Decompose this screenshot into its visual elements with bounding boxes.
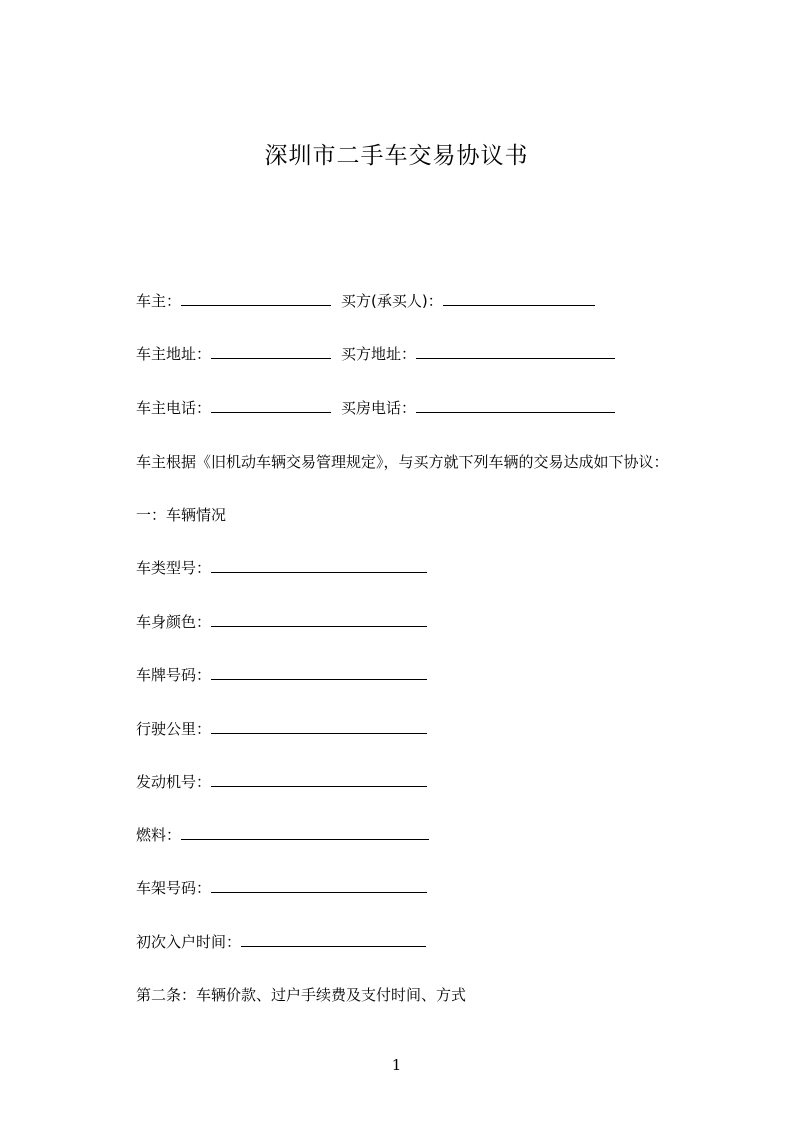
phone-row bbox=[136, 397, 615, 419]
vehicle-field-row bbox=[136, 877, 427, 899]
intro-paragraph: 车主根据《旧机动车辆交易管理规定》，与买方就下列车辆的交易达成如下协议： bbox=[136, 453, 669, 471]
owner-address-label: 车主地址： bbox=[136, 345, 212, 363]
buyer-address-label: 买方地址： bbox=[341, 345, 417, 363]
owner-label: 车主： bbox=[136, 292, 182, 310]
owner-blank bbox=[181, 290, 331, 306]
vehicle-field-blank bbox=[211, 877, 427, 893]
vehicle-field-label: 行驶公里： bbox=[136, 720, 212, 738]
buyer-phone-label: 买房电话： bbox=[341, 399, 417, 417]
document-title: 深圳市二手车交易协议书 bbox=[264, 143, 529, 169]
vehicle-field-row bbox=[136, 718, 427, 740]
section2-heading: 第二条：车辆价款、过户手续费及支付时间、方式 bbox=[136, 986, 467, 1004]
owner-row bbox=[136, 290, 595, 312]
vehicle-field-label: 车类型号： bbox=[136, 559, 212, 577]
vehicle-field-label: 初次入户时间： bbox=[136, 933, 242, 951]
vehicle-field-blank bbox=[241, 931, 426, 947]
vehicle-field-label: 燃料： bbox=[136, 826, 182, 844]
vehicle-field-row bbox=[136, 557, 427, 579]
buyer-label: 买方(承买人)： bbox=[341, 292, 443, 310]
vehicle-field-label: 车牌号码： bbox=[136, 666, 212, 684]
vehicle-field-row bbox=[136, 771, 427, 793]
vehicle-field-row bbox=[136, 664, 427, 686]
buyer-address-blank bbox=[416, 343, 615, 359]
owner-phone-label: 车主电话： bbox=[136, 399, 212, 417]
vehicle-field-blank bbox=[211, 771, 427, 787]
vehicle-field-label: 车身颜色： bbox=[136, 613, 212, 631]
section1-heading: 一：车辆情况 bbox=[136, 506, 227, 524]
buyer-phone-blank bbox=[416, 397, 615, 413]
buyer-blank bbox=[443, 290, 595, 306]
owner-address-blank bbox=[211, 343, 331, 359]
owner-phone-blank bbox=[211, 397, 331, 413]
vehicle-field-blank bbox=[211, 611, 427, 627]
vehicle-field-blank bbox=[181, 824, 429, 840]
page-number: 1 bbox=[391, 1056, 402, 1074]
vehicle-field-blank bbox=[211, 664, 427, 680]
vehicle-field-blank bbox=[211, 718, 427, 734]
vehicle-field-blank bbox=[211, 557, 427, 573]
vehicle-field-label: 车架号码： bbox=[136, 879, 212, 897]
vehicle-field-row bbox=[136, 611, 427, 633]
vehicle-field-row bbox=[136, 931, 426, 953]
vehicle-field-label: 发动机号： bbox=[136, 773, 212, 791]
vehicle-field-row bbox=[136, 824, 429, 846]
address-row bbox=[136, 343, 615, 365]
